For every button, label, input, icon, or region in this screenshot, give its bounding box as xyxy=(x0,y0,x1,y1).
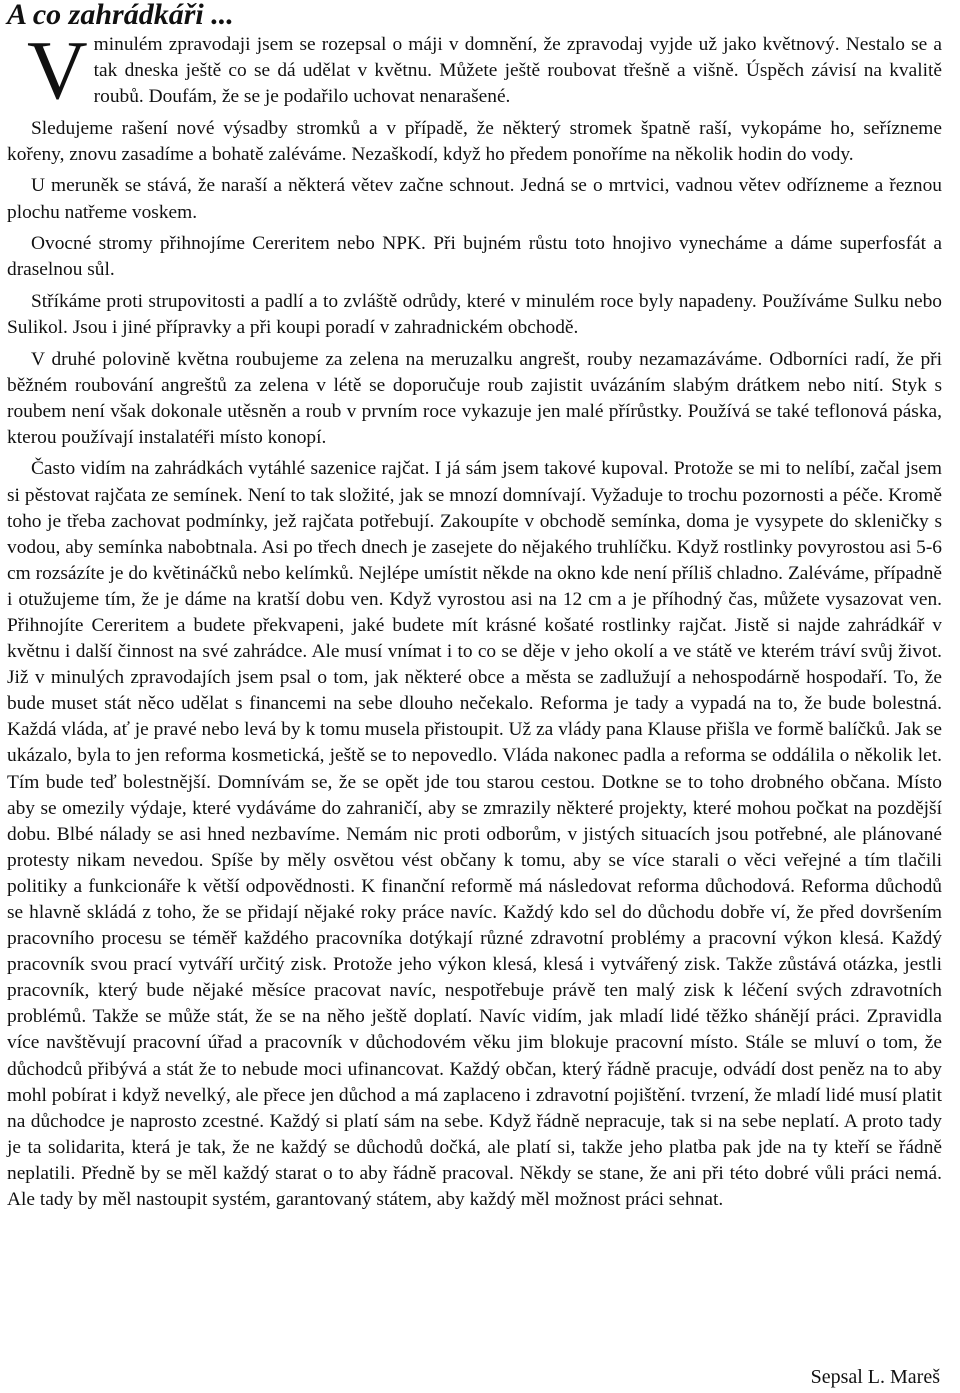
article-title: A co zahrádkáři ... xyxy=(7,0,234,31)
drop-cap: V xyxy=(27,24,88,117)
article-paragraph xyxy=(7,24,942,117)
article-paragraph: V druhé polovině května roubujeme za zelena na meruzalku angrešt, rouby nezamazáváme. Odborníci radí, že při běžném roubování angreštů za zelena v létě se doporučuje roub zajistit uvázáním slabým drátkem nebo nití. Styk s roubem není však dokonale utěsněn a roub v prvním roce vykazuje jen malé přírůstky. Používá se také teflonová páska, kterou používají instalatéři místo konopí. xyxy=(7,348,942,448)
paragraph-text: minulém zpravodaji jsem se rozepsal o máji v domnění, že zpravodaj vyjde už jako květnový. Nestalo se a tak dneska ještě co se dá udělat v květnu. Můžete ještě roubovat třešně a višně. Úspěch závisí na kvalitě roubů. Doufám, že se je podařilo uchovat nenarašené. xyxy=(93,34,942,108)
article-body xyxy=(7,24,942,1213)
author-signature: Sepsal L. Mareš xyxy=(810,1366,940,1388)
article-paragraph: Často vidím na zahrádkách vytáhlé sazenice rajčat. I já sám jsem takové kupoval. Protože se mi to nelíbí, začal jsem si pěstovat rajčata ze semínek. Není to tak složité, jak se mnozí domnívají. Vyžaduje to trochu pozornosti a péče. Kromě toho je třeba zachovat podmínky, jež rajčata potřebují. Zakoupíte v obchodě semínka, doma je vysypete do skleničky s vodou, aby semínka nabobtnala. Asi po třech dnech je zasejete do nějakého truhlíčku. Když rostlinky povyrostou asi 5-6 cm rozsázíte je do květináčků nebo kelímků. Nejlépe umístit někde na okno kde není příliš chladno. Zaléváme, případně i otužujeme tím, že je dáme na kratší dobu ven. Když vyrostou asi na 12 cm a je příhodný čas, můžete vysazovat ven. Přihnojíte Cereritem a budete překvapeni, jaké budete mít krásné košaté rostlinky rajčat. Jistě si najde zahrádkář v květnu i další činnost na své zahrádce. Ale musí vnímat i to co se děje v jeho okolí a ve státě ve kterém tráví svůj život. Již v minulých zpravodajích jsem psal o tom, jak některé obce a města se zadlužují a nehospodárně hospodaří. To, že bude muset stát něco udělat s financemi na sebe dlouho nečekalo. Reforma je tady a vypadá na to, že bude bolestná. Každá vláda, ať je pravé nebo levá by k tomu musela přistoupit. Už za vlády pana Klause přišla ve formě balíčků. Jak se ukázalo, byla to jen reforma kosmetická, ještě se to nepovedlo. Vláda nakonec padla a reforma se oddálila o několik let. Tím bude teď bolestnější. Domnívám se, že se opět jde tou starou cestou. Dotkne se to toho drobného občana. Místo aby se omezily výdaje, které vydáváme do zahraničí, aby se zmrazily některé projekty, které mohou počkat na pozdější dobu. Blbé nálady se asi hned nezbavíme. Nemám nic proti odborům, v jistých situacích jsou potřebné, ale plánované protesty nikam nevedou. Spíše by měly osvětou vést občany k tomu, aby se více starali o věci veřejné a tím tlačili politiky a funkcionáře k větší odpovědnosti. K finanční reformě má následovat reforma důchodová. Reforma důchodů se hlavně skládá z toho, že se přidají nějaké roky práce navíc. Každý kdo sel do důchodu dobře ví, že před dovršením pracovního procesu se téměř každého pracovníka dotýkají různé zdravotní problémy a pracovní výkon klesá. Každý pracovník svou prací vytváří určitý zisk. Protože jeho výkon klesá, klesá i vytvářený zisk. Takže zůstává otázka, jestli pracovník, který bude nějaké měsíce pracovat navíc, nespotřebuje právě ten malý zisk k léčení svých zdravotních problémů. Takže se může stát, že se na něho ještě doplatí. Navíc vidím, jak mladí lidé těžko shánějí práci. Zpravidla více navštěvují pracovní úřad a pracovník v důchodovém věku jim blokuje pracovní místo. Stále se mluví o tom, že důchodců přibývá a stát že to nebude moci ufinancovat. Každý občan, který řádně pracuje, odvádí dost peněz na to aby mohl pobírat i když nevelký, ale přece jen důchod a má zaplaceno i zdravotní pojištění. tvrzení, že mladí lidé musí platit na důchodce je naprosto zcestné. Každý si platí sám na sebe. Když řádně nepracuje, tak si na sebe neplatí. A proto tady je ta solidarita, která je tak, že ne každý se důchodů dočká, ale platí si, takže jeho platba pak jde na ty kteří se řádně neplatili. Předně by se měl každý starat o to aby řádně pracoval. Někdy se stane, že ani při této dobré vůli práci nemá. Ale tady by měl nastoupit systém, garantovaný státem, aby každý měl možnost práci sehnat. xyxy=(7,458,942,1211)
article-paragraph: Ovocné stromy přihnojíme Cereritem nebo NPK. Při bujném růstu toto hnojivo vynecháme a dáme superfosfát a draselnou sůl. xyxy=(7,233,942,281)
article-paragraph: U meruněk se stává, že naraší a některá větev začne schnout. Jedná se o mrtvici, vadnou větev odřízneme a řeznou plochu natřeme voskem. xyxy=(7,175,942,223)
article-paragraph: Sledujeme rašení nové výsadby stromků a v případě, že některý stromek špatně raší, vykopáme ho, seřízneme kořeny, znovu zasadíme a bohatě zaléváme. Nezaškodí, když ho předem ponoříme na několik hodin do vody. xyxy=(7,117,942,165)
article-paragraph: Stříkáme proti strupovitosti a padlí a to zvláště odrůdy, které v minulém roce byly napadeny. Používáme Sulku nebo Sulikol. Jsou i jiné přípravky a při koupi poradí v zahradnickém obchodě. xyxy=(7,290,942,338)
